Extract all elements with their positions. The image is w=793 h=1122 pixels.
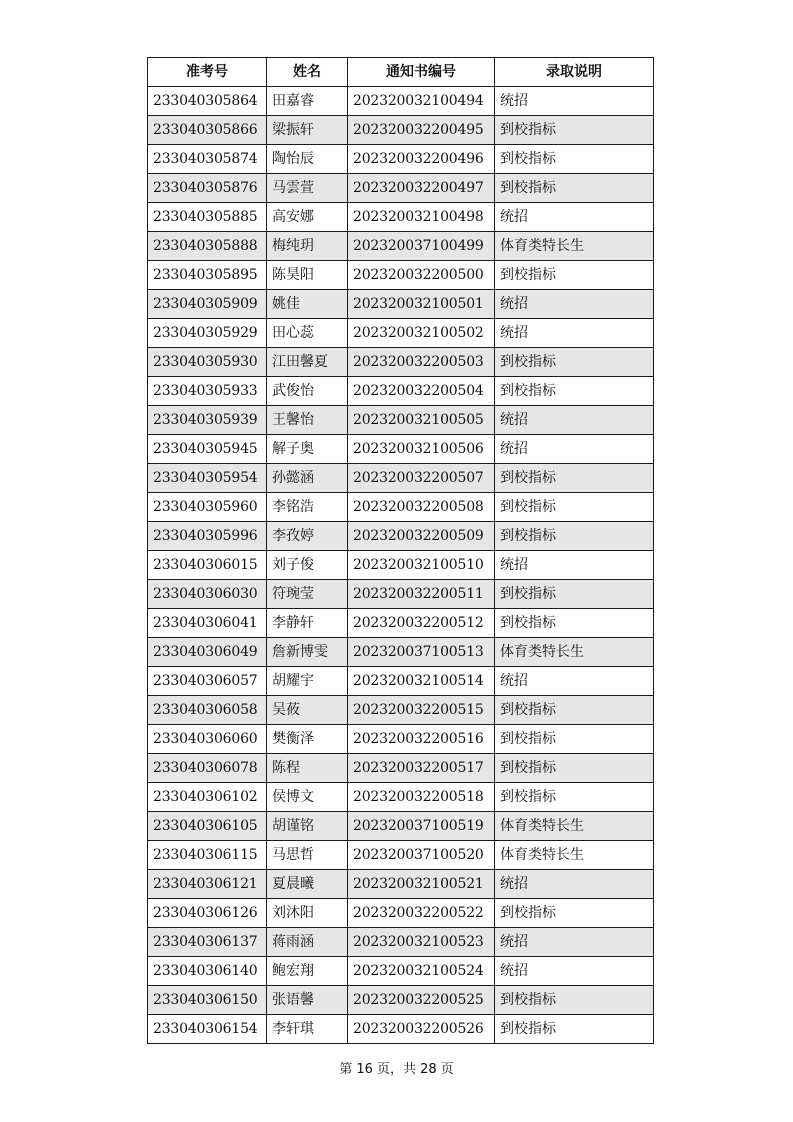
table-row — [148, 638, 654, 667]
page-footer: 第 16 页，共 28 页 — [339, 1062, 454, 1077]
table-row — [148, 754, 654, 783]
cell-notice-number: 202320032100514 — [348, 667, 495, 696]
cell-admission-note: 体育类特长生 — [495, 638, 654, 667]
cell-name: 王馨怡 — [267, 406, 348, 435]
table-row — [148, 435, 654, 464]
cell-admission-note: 统招 — [495, 319, 654, 348]
table-row — [148, 609, 654, 638]
table-row — [148, 725, 654, 754]
table-row — [148, 580, 654, 609]
cell-name: 李铭浩 — [267, 493, 348, 522]
table-row — [148, 377, 654, 406]
table-row — [148, 783, 654, 812]
cell-notice-number: 202320037100499 — [348, 232, 495, 261]
cell-name: 马思哲 — [267, 841, 348, 870]
table-header — [148, 58, 654, 87]
cell-exam-number: 233040305960 — [148, 493, 267, 522]
cell-admission-note: 统招 — [495, 87, 654, 116]
cell-exam-number: 233040305930 — [148, 348, 267, 377]
header-exam-number: 准考号 — [148, 58, 267, 87]
cell-name: 田嘉睿 — [267, 87, 348, 116]
cell-admission-note: 体育类特长生 — [495, 232, 654, 261]
cell-admission-note: 统招 — [495, 551, 654, 580]
cell-name: 陈昊阳 — [267, 261, 348, 290]
cell-notice-number: 202320032200525 — [348, 986, 495, 1015]
cell-notice-number: 202320032100498 — [348, 203, 495, 232]
cell-admission-note: 到校指标 — [495, 783, 654, 812]
cell-name: 马雲萱 — [267, 174, 348, 203]
cell-name: 胡谨铭 — [267, 812, 348, 841]
cell-notice-number: 202320032200507 — [348, 464, 495, 493]
table-row — [148, 493, 654, 522]
header-row — [148, 58, 654, 87]
cell-notice-number: 202320032200504 — [348, 377, 495, 406]
cell-exam-number: 233040306060 — [148, 725, 267, 754]
cell-exam-number: 233040306115 — [148, 841, 267, 870]
cell-notice-number: 202320032200495 — [348, 116, 495, 145]
cell-admission-note: 统招 — [495, 406, 654, 435]
cell-notice-number: 202320032200517 — [348, 754, 495, 783]
cell-name: 孙懿涵 — [267, 464, 348, 493]
cell-notice-number: 202320032200512 — [348, 609, 495, 638]
table-row — [148, 986, 654, 1015]
cell-name: 姚佳 — [267, 290, 348, 319]
cell-notice-number: 202320032200515 — [348, 696, 495, 725]
cell-exam-number: 233040305939 — [148, 406, 267, 435]
header-notice-number: 通知书编号 — [348, 58, 495, 87]
cell-admission-note: 到校指标 — [495, 493, 654, 522]
cell-name: 樊衡泽 — [267, 725, 348, 754]
table-row — [148, 667, 654, 696]
cell-admission-note: 到校指标 — [495, 609, 654, 638]
cell-exam-number: 233040306058 — [148, 696, 267, 725]
cell-admission-note: 统招 — [495, 290, 654, 319]
cell-admission-note: 到校指标 — [495, 754, 654, 783]
table-row — [148, 319, 654, 348]
cell-notice-number: 202320032200516 — [348, 725, 495, 754]
table-row — [148, 551, 654, 580]
table-row — [148, 957, 654, 986]
cell-notice-number: 202320032100502 — [348, 319, 495, 348]
cell-name: 刘沐阳 — [267, 899, 348, 928]
table-row — [148, 870, 654, 899]
header-admission-note: 录取说明 — [495, 58, 654, 87]
cell-exam-number: 233040306030 — [148, 580, 267, 609]
cell-notice-number: 202320032100505 — [348, 406, 495, 435]
table-row — [148, 928, 654, 957]
cell-admission-note: 到校指标 — [495, 696, 654, 725]
cell-exam-number: 233040305933 — [148, 377, 267, 406]
cell-admission-note: 到校指标 — [495, 1015, 654, 1044]
cell-exam-number: 233040305929 — [148, 319, 267, 348]
cell-notice-number: 202320032100524 — [348, 957, 495, 986]
cell-notice-number: 202320032100494 — [348, 87, 495, 116]
table-row — [148, 203, 654, 232]
table-row — [148, 87, 654, 116]
cell-name: 张语馨 — [267, 986, 348, 1015]
cell-name: 蒋雨涵 — [267, 928, 348, 957]
table-row — [148, 1015, 654, 1044]
cell-exam-number: 233040306015 — [148, 551, 267, 580]
cell-exam-number: 233040306041 — [148, 609, 267, 638]
cell-name: 夏晨曦 — [267, 870, 348, 899]
cell-exam-number: 233040306078 — [148, 754, 267, 783]
cell-name: 梅纯玥 — [267, 232, 348, 261]
cell-name: 詹新博雯 — [267, 638, 348, 667]
cell-admission-note: 到校指标 — [495, 348, 654, 377]
cell-notice-number: 202320037100513 — [348, 638, 495, 667]
table-row — [148, 174, 654, 203]
admission-table — [147, 57, 654, 1044]
cell-admission-note: 统招 — [495, 667, 654, 696]
cell-exam-number: 233040305864 — [148, 87, 267, 116]
cell-notice-number: 202320037100520 — [348, 841, 495, 870]
cell-admission-note: 到校指标 — [495, 580, 654, 609]
cell-notice-number: 202320037100519 — [348, 812, 495, 841]
cell-admission-note: 统招 — [495, 203, 654, 232]
cell-name: 吴莜 — [267, 696, 348, 725]
cell-exam-number: 233040305876 — [148, 174, 267, 203]
cell-notice-number: 202320032200503 — [348, 348, 495, 377]
cell-notice-number: 202320032200497 — [348, 174, 495, 203]
header-name: 姓名 — [267, 58, 348, 87]
cell-notice-number: 202320032200508 — [348, 493, 495, 522]
cell-admission-note: 体育类特长生 — [495, 841, 654, 870]
cell-notice-number: 202320032200496 — [348, 145, 495, 174]
cell-exam-number: 233040305888 — [148, 232, 267, 261]
cell-name: 李静轩 — [267, 609, 348, 638]
cell-notice-number: 202320032100510 — [348, 551, 495, 580]
cell-admission-note: 到校指标 — [495, 899, 654, 928]
cell-notice-number: 202320032200509 — [348, 522, 495, 551]
cell-exam-number: 233040306121 — [148, 870, 267, 899]
cell-name: 江田馨夏 — [267, 348, 348, 377]
cell-name: 符琬莹 — [267, 580, 348, 609]
cell-notice-number: 202320032200518 — [348, 783, 495, 812]
table-row — [148, 841, 654, 870]
cell-admission-note: 统招 — [495, 870, 654, 899]
table-row — [148, 348, 654, 377]
cell-admission-note: 到校指标 — [495, 174, 654, 203]
cell-exam-number: 233040305885 — [148, 203, 267, 232]
table-row — [148, 261, 654, 290]
cell-exam-number: 233040306150 — [148, 986, 267, 1015]
table-row — [148, 290, 654, 319]
table-row — [148, 812, 654, 841]
cell-exam-number: 233040306140 — [148, 957, 267, 986]
cell-admission-note: 统招 — [495, 928, 654, 957]
cell-admission-note: 到校指标 — [495, 377, 654, 406]
table-body — [148, 87, 654, 1044]
table-row — [148, 232, 654, 261]
table-row — [148, 696, 654, 725]
cell-notice-number: 202320032100523 — [348, 928, 495, 957]
cell-notice-number: 202320032100521 — [348, 870, 495, 899]
table-row — [148, 522, 654, 551]
cell-exam-number: 233040306105 — [148, 812, 267, 841]
cell-exam-number: 233040305866 — [148, 116, 267, 145]
cell-admission-note: 统招 — [495, 957, 654, 986]
cell-name: 胡耀宇 — [267, 667, 348, 696]
cell-admission-note: 到校指标 — [495, 522, 654, 551]
cell-notice-number: 202320032200526 — [348, 1015, 495, 1044]
cell-name: 武俊怡 — [267, 377, 348, 406]
cell-admission-note: 到校指标 — [495, 116, 654, 145]
cell-name: 梁振轩 — [267, 116, 348, 145]
cell-exam-number: 233040306154 — [148, 1015, 267, 1044]
cell-notice-number: 202320032100506 — [348, 435, 495, 464]
cell-name: 侯博文 — [267, 783, 348, 812]
cell-exam-number: 233040305895 — [148, 261, 267, 290]
cell-notice-number: 202320032200500 — [348, 261, 495, 290]
cell-notice-number: 202320032100501 — [348, 290, 495, 319]
cell-notice-number: 202320032200522 — [348, 899, 495, 928]
table-row — [148, 145, 654, 174]
cell-notice-number: 202320032200511 — [348, 580, 495, 609]
cell-exam-number: 233040305945 — [148, 435, 267, 464]
cell-name: 陈程 — [267, 754, 348, 783]
table-row — [148, 464, 654, 493]
cell-admission-note: 统招 — [495, 435, 654, 464]
cell-name: 鲍宏翔 — [267, 957, 348, 986]
cell-name: 李孜婷 — [267, 522, 348, 551]
cell-name: 刘子俊 — [267, 551, 348, 580]
cell-exam-number: 233040306137 — [148, 928, 267, 957]
cell-admission-note: 到校指标 — [495, 145, 654, 174]
table-row — [148, 406, 654, 435]
cell-exam-number: 233040306102 — [148, 783, 267, 812]
cell-name: 李轩琪 — [267, 1015, 348, 1044]
cell-exam-number: 233040305996 — [148, 522, 267, 551]
cell-name: 解子奥 — [267, 435, 348, 464]
table-row — [148, 116, 654, 145]
cell-admission-note: 到校指标 — [495, 725, 654, 754]
cell-admission-note: 到校指标 — [495, 464, 654, 493]
cell-admission-note: 到校指标 — [495, 261, 654, 290]
cell-exam-number: 233040305954 — [148, 464, 267, 493]
cell-name: 陶怡辰 — [267, 145, 348, 174]
cell-exam-number: 233040305874 — [148, 145, 267, 174]
cell-name: 高安娜 — [267, 203, 348, 232]
table-row — [148, 899, 654, 928]
cell-exam-number: 233040306049 — [148, 638, 267, 667]
cell-exam-number: 233040306057 — [148, 667, 267, 696]
cell-name: 田心蕊 — [267, 319, 348, 348]
cell-admission-note: 到校指标 — [495, 986, 654, 1015]
cell-exam-number: 233040306126 — [148, 899, 267, 928]
cell-exam-number: 233040305909 — [148, 290, 267, 319]
cell-admission-note: 体育类特长生 — [495, 812, 654, 841]
